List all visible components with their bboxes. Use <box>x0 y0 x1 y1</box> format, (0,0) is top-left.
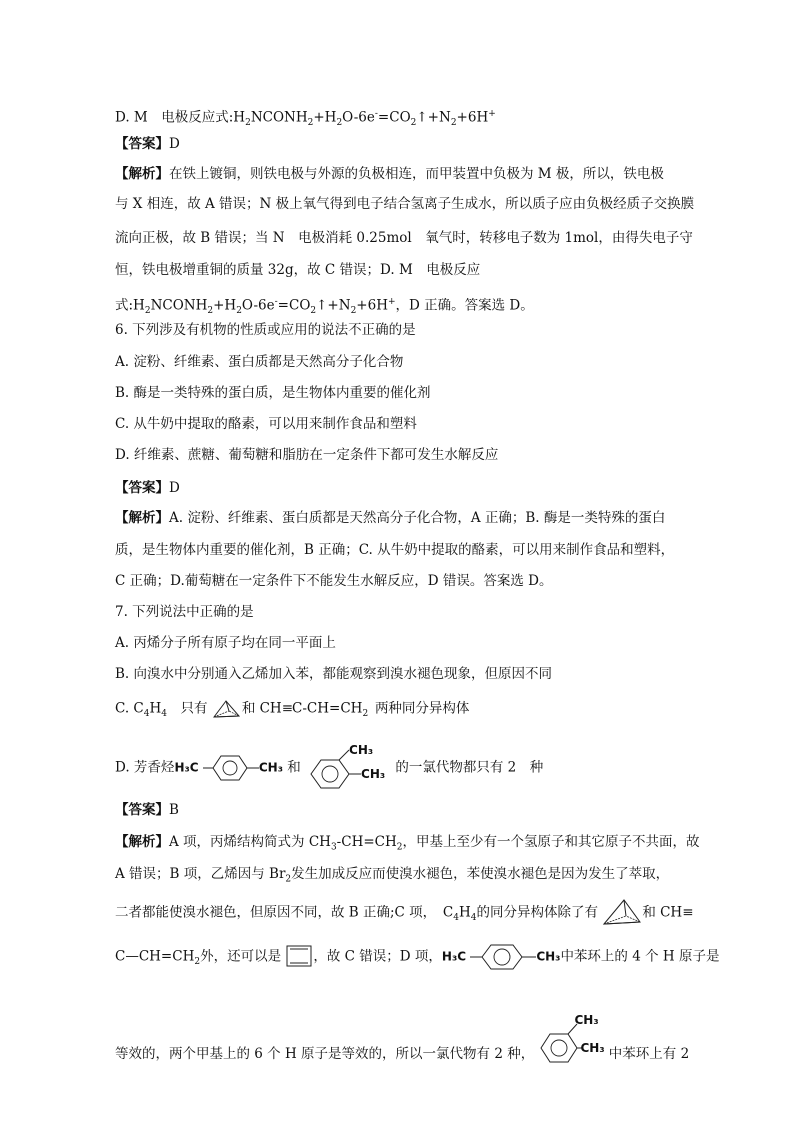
ortho-xylene-ch3-right-2: CH₃ <box>580 1041 605 1055</box>
explanation-3-line-5: 等效的，两个甲基上的 6 个 H 原子是等效的，所以一氯代物有 2 种， CH₃ CH₃ 中苯环上有 2 <box>115 1016 689 1066</box>
explanation-1-line-3: 流向正极，故 B 错误；当 N 电极消耗 0.25mol 氧气时，转移电子数为 1mol，由得失电子守 <box>115 230 693 246</box>
explanation-1-line-2: 与 X 相连，故 A 错误；N 极上氧气得到电子结合氢离子生成水，所以质子应由负极经质子交换膜 <box>115 196 695 212</box>
explanation-2-line-3: C 正确；D.葡萄糖在一定条件下不能发生水解反应，D 错误。答案选 D。 <box>115 573 553 589</box>
ortho-xylene-ch3-top: CH₃ <box>349 743 374 757</box>
explanation-3-line-2: A 错误；B 项，乙烯因与 $Br_2$发生加成反应而使溴水褪色，苯使溴水褪色是因为发生了萃取， <box>115 866 670 885</box>
explanation-2-line-2: 质，是生物体内重要的催化剂，B 正确；C. 从牛奶中提取的酪素，可以用来制作食品和塑料， <box>115 542 675 558</box>
answer-3: 【答案】B <box>115 802 179 818</box>
cyclobutadiene-square-icon <box>285 944 313 970</box>
question-6-option-a: A. 淀粉、纤维素、蛋白质都是天然高分子化合物 <box>115 354 404 370</box>
answer-1: 【答案】D <box>115 136 180 152</box>
question-7-stem: 7. 下列说法中正确的是 <box>115 604 254 620</box>
explanation-3-line-1: 【解析】A 项，丙烯结构简式为 $CH_3-CH=CH_2$，甲基上至少有一个氢原子和其它原子不共面，故 <box>115 834 700 853</box>
question-6-option-b: B. 酶是一类特殊的蛋白质，是生物体内重要的催化剂 <box>115 385 431 401</box>
explanation-1-line-5: 式$:H_2NCONH_2+H_2O-6e^-=CO_2↑+N_2+6H^+$，D 正确。答案选 D。 <box>115 297 534 317</box>
question-7-option-a: A. 丙烯分子所有原子均在同一平面上 <box>115 635 336 651</box>
question-6-option-d: D. 纤维素、蔗糖、葡萄糖和脂肪在一定条件下都可发生水解反应 <box>115 447 499 463</box>
para-xylene-ch3-label: CH₃ <box>258 760 283 775</box>
explanation-2-line-1: 【解析】A. 淀粉、纤维素、蛋白质都是天然高分子化合物，A 正确；B. 酶是一类特殊的蛋白 <box>115 510 666 526</box>
question-6-stem: 6. 下列涉及有机物的性质或应用的说法不正确的是 <box>115 322 416 338</box>
explanation-3-line-4: $C—CH=CH_2$外，还可以是 ，故 C 错误；D 项，H₃C CH₃中苯环上的 4 个 H 原子是 <box>115 942 719 972</box>
ortho-xylene-ch3-top-2: CH₃ <box>574 1013 599 1027</box>
ortho-xylene-structure <box>305 744 391 792</box>
explanation-3-line-3: 二者都能使溴水褪色，但原因不同，故 B 正确;C 项， $C_4H_4$的同分异构体除了有 和 CH≡ <box>115 898 693 928</box>
explanation-1-line-1: 【解析】在铁上镀铜，则铁电极与外源的负极相连，而甲装置中负极为 M 极，所以，铁电极 <box>115 166 664 182</box>
explanation-1-line-4: 恒，铁电极增重铜的质量 32g，故 C 错误；D. M 电极反应 <box>115 262 481 278</box>
ortho-xylene-structure-2 <box>539 1013 605 1066</box>
para-xylene-ring-icon-2 <box>470 942 536 972</box>
question-7-option-d: D. 芳香烃H₃C CH₃ 和 CH₃ CH₃ 的一氯代物都只有 2 种 <box>115 744 543 792</box>
para-xylene-ch3-label-2: CH₃ <box>536 949 561 964</box>
tetrahedrane-structure-icon-2 <box>602 898 642 928</box>
question-7-option-c: C. $C_4H_4$ 只有 和 $CH\equiv C-CH=CH_2$ 两种同分异构体 <box>115 698 469 724</box>
option-d-prev: D. M 电极反应式$:H_2NCONH_2+H_2O-6e^-=CO_2↑+N_2+6H^+$ <box>115 109 496 129</box>
para-xylene-h3c-label: H₃C <box>174 760 199 775</box>
para-xylene-h3c-label-2: H₃C <box>441 949 467 964</box>
para-xylene-ring-icon <box>203 753 259 783</box>
ortho-xylene-ch3-right: CH₃ <box>361 767 386 781</box>
answer-2: 【答案】D <box>115 480 180 496</box>
question-7-option-b: B. 向溴水中分别通入乙烯加入苯，都能观察到溴水褪色现象，但原因不同 <box>115 666 553 682</box>
question-6-option-c: C. 从牛奶中提取的酪素，可以用来制作食品和塑料 <box>115 416 417 432</box>
tetrahedrane-structure-icon <box>212 698 242 720</box>
